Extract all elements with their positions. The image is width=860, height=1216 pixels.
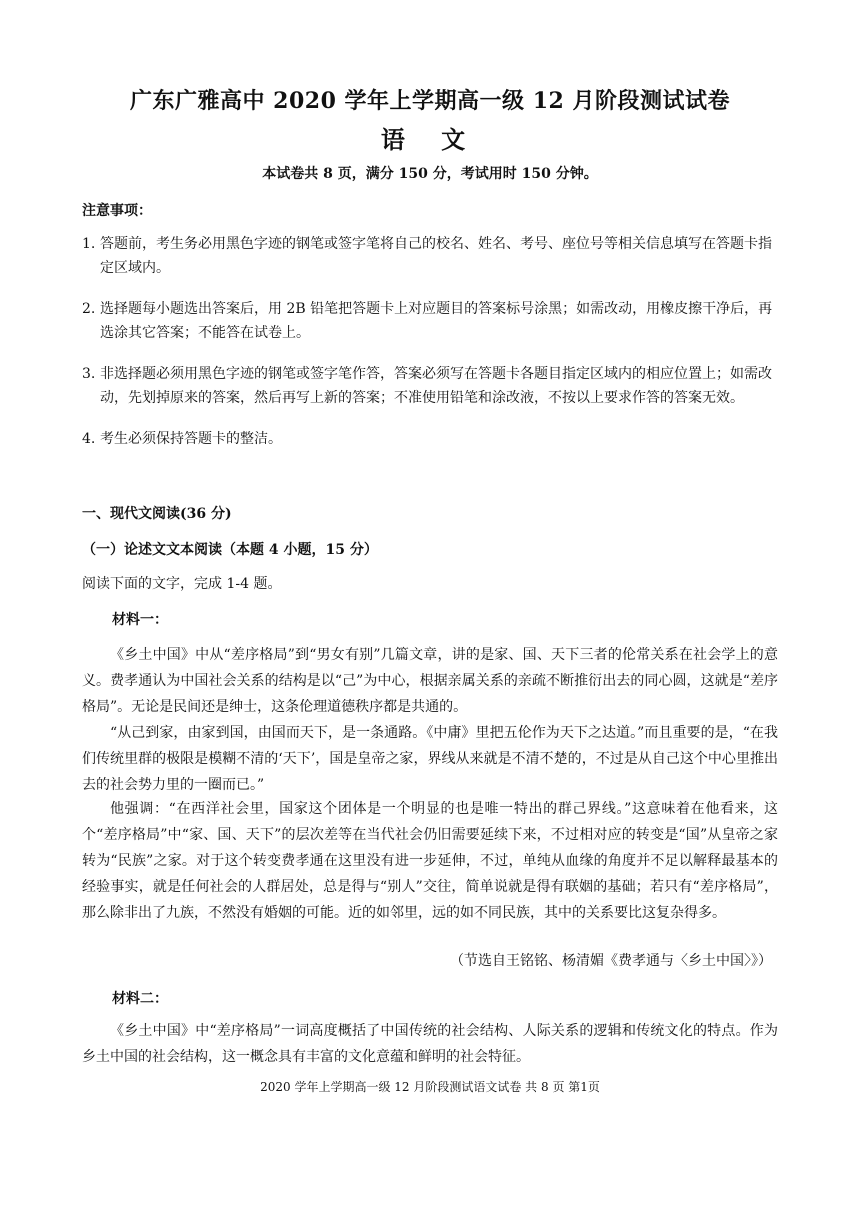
notice-item-text: 答题前，考生务必用黑色字迹的钢笔或签字笔将自己的校名、姓名、考号、座位号等相关信息填写在答题卡指定区域内。: [100, 236, 772, 276]
notice-item-number: 3.: [82, 366, 96, 382]
material1-label: 材料一：: [112, 612, 168, 628]
subsection-heading: （一）论述文文本阅读（本题 4 小题，15 分）: [82, 542, 378, 558]
reading-instruction: 阅读下面的文字，完成 1-4 题。: [82, 576, 282, 592]
exam-title: 广东广雅高中 2020 学年上学期高一级 12 月阶段测试试卷: [130, 88, 730, 114]
notice-item-text: 非选择题必须用黑色字迹的钢笔或签字笔作答，答案必须写在答题卡各题目指定区域内的相应位置上；如需改动，先划掉原来的答案，然后再写上新的答案；不准使用铅笔和涂改液，不按以上要求作答的答案无效。: [100, 366, 772, 406]
material2-paragraph: 《乡土中国》中“差序格局”一词高度概括了中国传统的社会结构、人际关系的逻辑和传统文化的特点。作为乡土中国的社会结构，这一概念具有丰富的文化意蕴和鲜明的社会特征。: [82, 1023, 778, 1065]
subject-title: 语 文: [380, 125, 480, 154]
material1-paragraph: 他强调：“在西洋社会里，国家这个团体是一个明显的也是唯一特出的群己界线。”这意味着在他看来，这个“差序格局”中“家、国、天下”的层次差等在当代社会仍旧需要延续下来，不过相对应的转变是“国”从皇帝之家转为“民族”之家。对于这个转变费孝通在这里没有进一步延伸，不过，单纯从血缘的角度并不足以解释最基本的经验事实，就是任何社会的人群居处，总是得与“别人”交往，简单说就是得有联姻的基础；若只有“差序格局”，那么除非出了九族，不然没有婚姻的可能。近的如邻里，远的如不同民族，其中的关系要比这复杂得多。: [82, 801, 778, 921]
notice-list: [82, 232, 782, 468]
notice-item-number: 1.: [82, 236, 96, 252]
notice-item: [82, 297, 782, 345]
notice-item-number: 4.: [82, 431, 96, 447]
notice-heading: 注意事项：: [82, 203, 152, 219]
notice-item-number: 2.: [82, 301, 96, 317]
material1-source: （节选自王铭铭、杨清媚《费孝通与〈乡土中国〉》）: [450, 953, 772, 969]
material1-paragraph: “从己到家，由家到国，由国而天下，是一条通路。《中庸》里把五伦作为天下之达道。”而且重要的是，“在我们传统里群的极限是模糊不清的‘天下’，国是皇帝之家，界线从来就是不清不楚的，不过是从自己这个中心里推出去的社会势力里的一圈而已。”: [82, 725, 778, 793]
material1-paragraph: 《乡土中国》中从“差序格局”到“男女有别”几篇文章，讲的是家、国、天下三者的伦常关系在社会学上的意义。费孝通认为中国社会关系的结构是以“己”为中心，根据亲属关系的亲疏不断推衍出去的同心圆，这就是“差序格局”。无论是民间还是绅士，这条伦理道德秩序都是共通的。: [82, 647, 778, 715]
notice-item-text: 选择题每小题选出答案后，用 2B 铅笔把答题卡上对应题目的答案标号涂黑；如需改动，用橡皮擦干净后，再选涂其它答案；不能答在试卷上。: [100, 301, 773, 341]
section-heading: 一、现代文阅读(36 分): [82, 506, 232, 522]
material2-label: 材料二：: [112, 991, 168, 1007]
notice-item: [82, 232, 782, 280]
page-footer: 2020 学年上学期高一级 12 月阶段测试语文试卷 共 8 页 第1页: [260, 1080, 600, 1094]
notice-item: [82, 427, 782, 451]
exam-meta: 本试卷共 8 页，满分 150 分，考试用时 150 分钟。: [262, 166, 598, 182]
notice-item-text: 考生必须保持答题卡的整洁。: [100, 431, 282, 447]
notice-item: [82, 362, 782, 410]
